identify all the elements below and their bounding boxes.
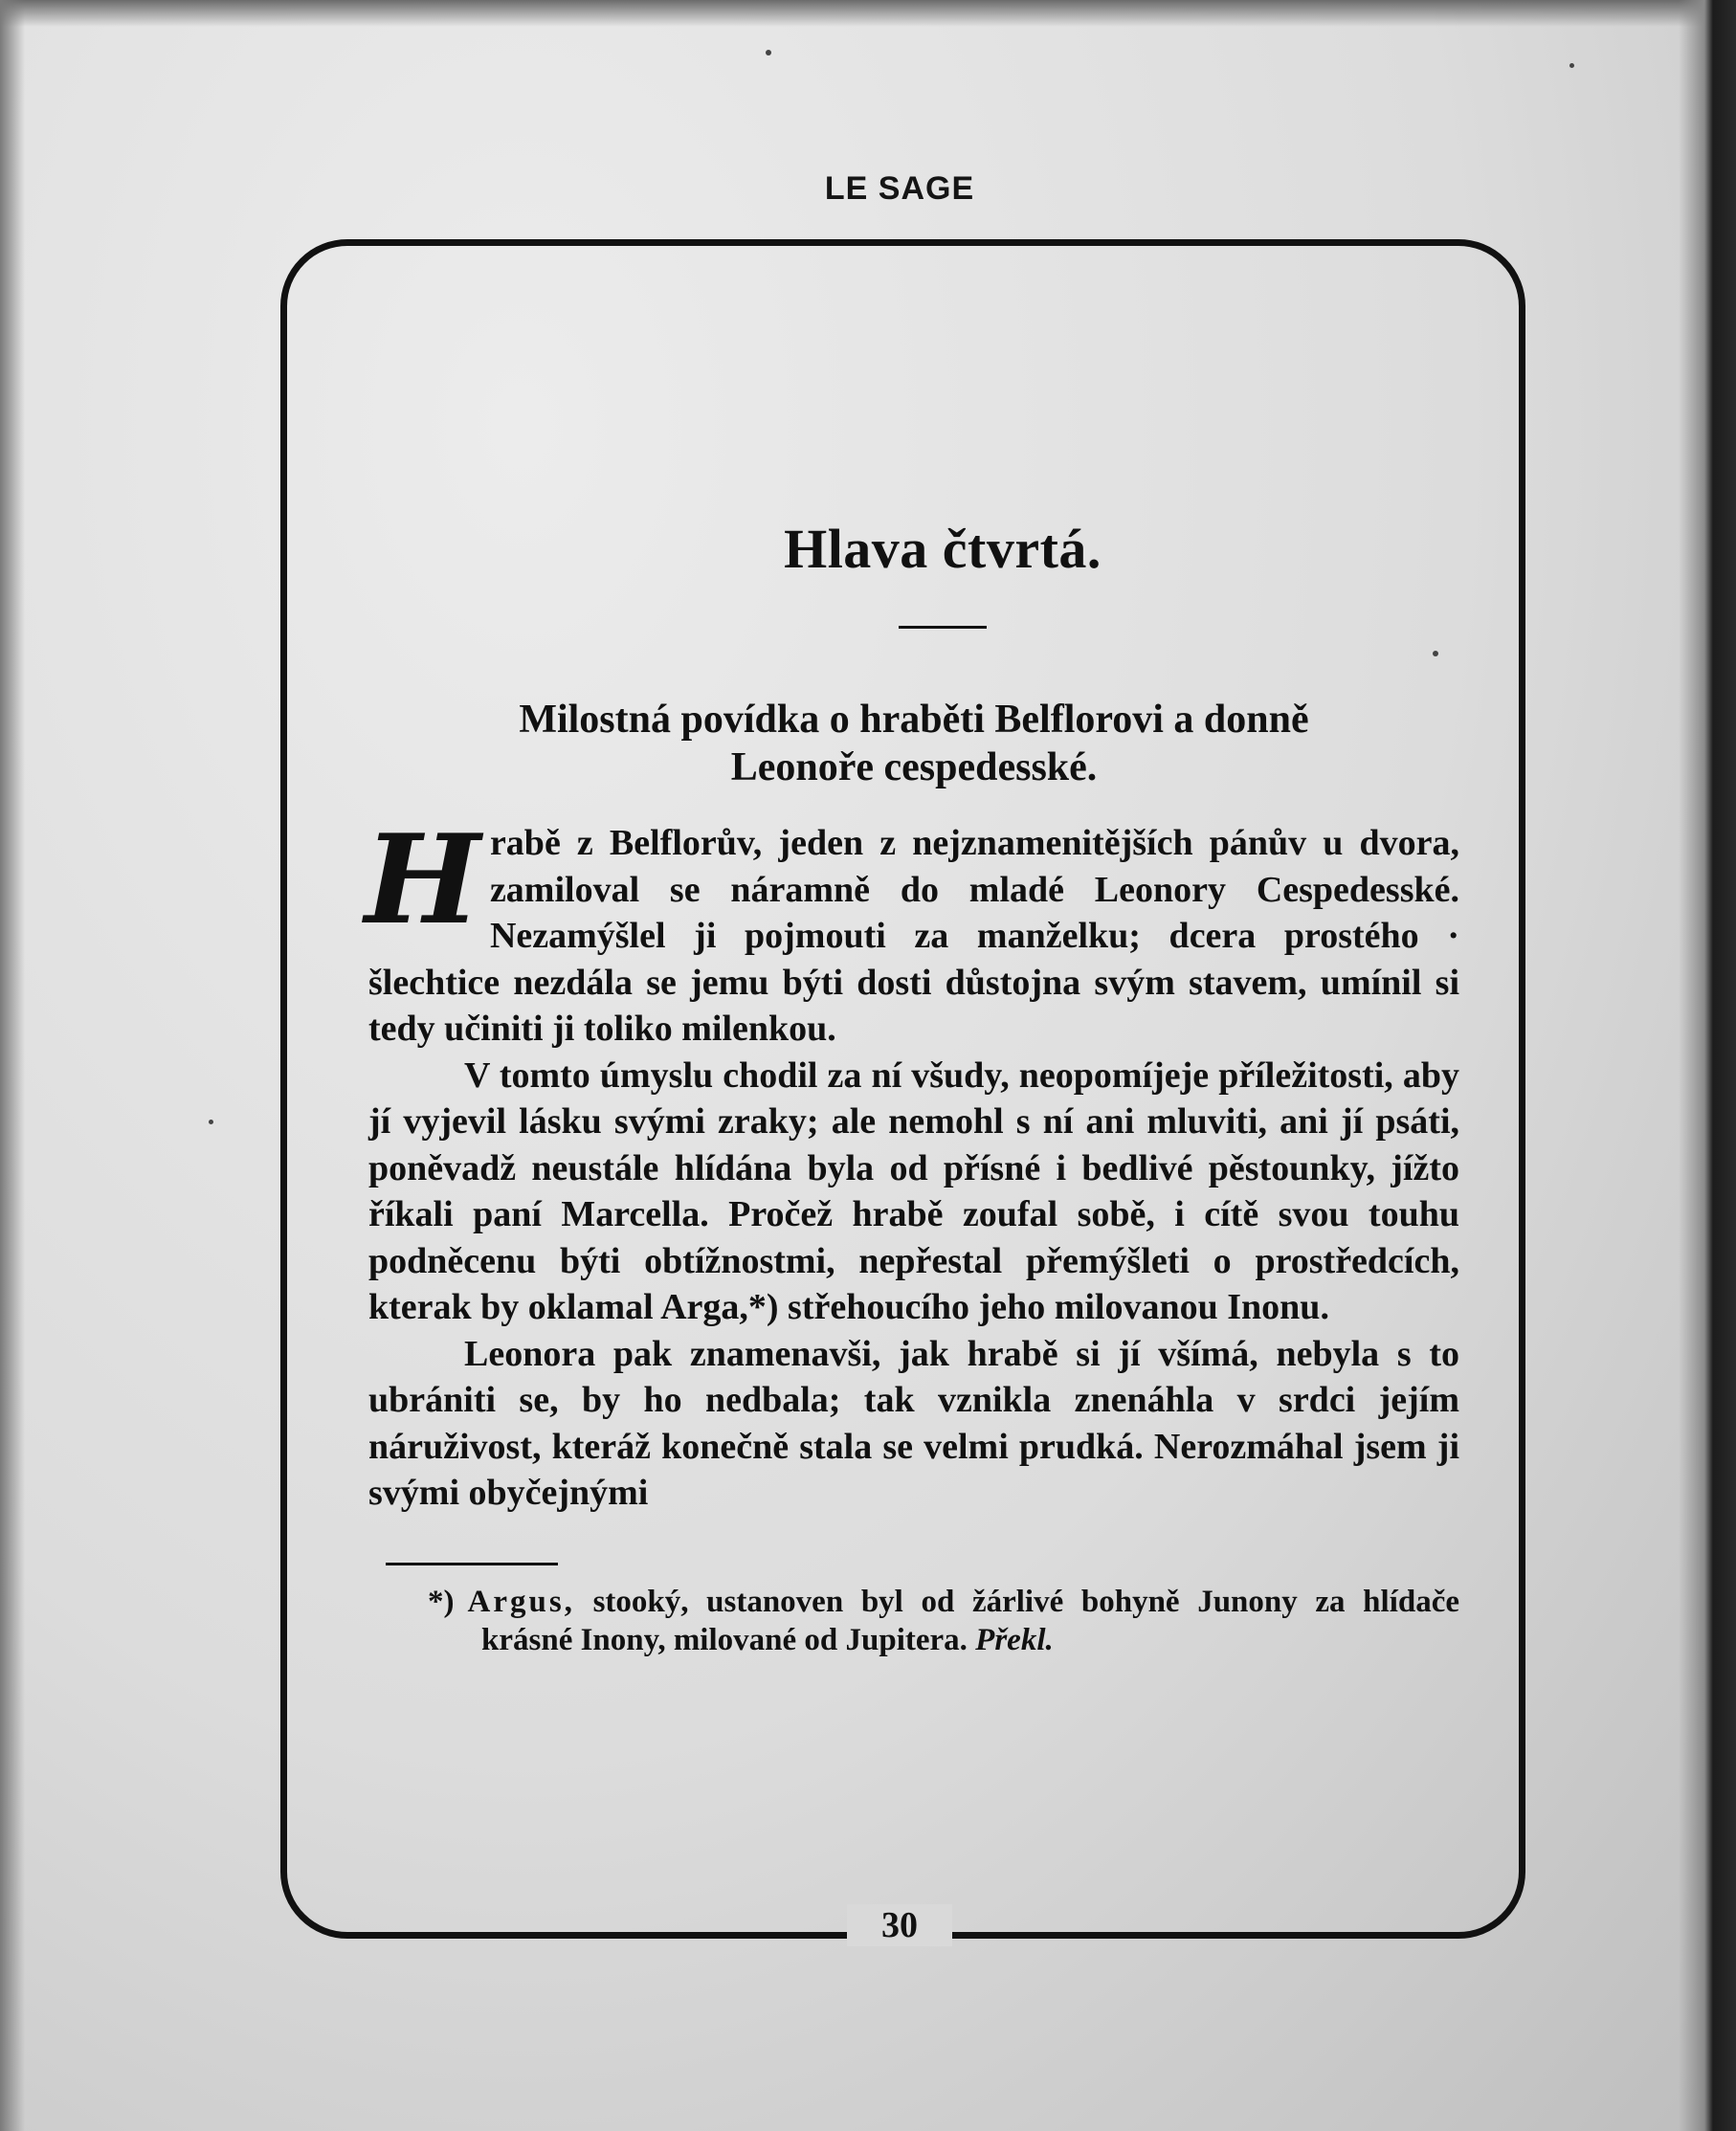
footnote-mark: *) [428, 1584, 455, 1619]
running-head: LE SAGE [824, 170, 975, 207]
footnote [368, 1583, 1459, 1659]
translator-note: Překl. [975, 1622, 1054, 1657]
page-edge-top [0, 0, 1736, 27]
story-title-line-1: Milostná povídka o hraběti Belflorovi a donně [519, 698, 1309, 742]
paragraph-2: V tomto úmyslu chodil za ní všudy, neopomíjeje příležitosti, aby jí vyjevil lásku svými zraky; ale nemohl s ní ani mluviti, ani jí psáti, poněvadž neustále hlídána byla od přísné i bedlivé pěstounky, jížto říkali paní Marcella. Pročež hrabě zoufal sobě, i cítě svou touhu podněcenu býti obtížnostmi, nepřestal přemýšleti o prostředcích, kterak by oklamal Arga,*) střehoucího jeho milovanou Inonu. [368, 1054, 1459, 1327]
body-text [365, 809, 1459, 1517]
paragraph-1 [365, 809, 1459, 1053]
dust-speck [209, 1120, 213, 1124]
page-number: 30 [847, 1904, 952, 1946]
page-content [365, 507, 1460, 1659]
footnote-divider [386, 1563, 558, 1565]
page-number-area [0, 1904, 1736, 1946]
story-title [368, 696, 1459, 791]
footnote-name: Argus, [467, 1584, 575, 1619]
chapter-divider [899, 626, 987, 629]
drop-cap-initial: H [365, 809, 480, 952]
chapter-title: Hlava čtvrtá. [784, 518, 1102, 580]
paragraph-3: Leonora pak znamenavši, jak hrabě si jí všímá, nebyla s to ubrániti se, by ho nedbala; tak vznikla znenáhla v srdci jejím náruživost, kteráž konečně stala se velmi prudká. Nerozmáhal jsem ji svými obyčejnými [368, 1333, 1459, 1513]
paragraph-1-text: rabě z Belflorův, jeden z nejznamenitějších pánův u dvora, zamiloval se náramně do mladé Leonory Cespedesské. Nezamýšlel ji pojmouti za manželku; dcera prostého · šlechtice nezdála se jemu býti dosti důstojna svým stavem, umínil si tedy učiniti ji toliko milenkou. [368, 823, 1459, 1049]
page-edge-left [0, 0, 25, 2131]
footnote-text: stooký, ustanoven byl od žárlivé bohyně Junony za hlídače krásné Inony, milované od Jupitera. [481, 1584, 1460, 1657]
dust-speck [766, 50, 771, 55]
page-edge-right [1679, 0, 1736, 2131]
dust-speck [1569, 63, 1574, 68]
story-title-line-2: Leonoře cespedesské. [730, 745, 1098, 789]
